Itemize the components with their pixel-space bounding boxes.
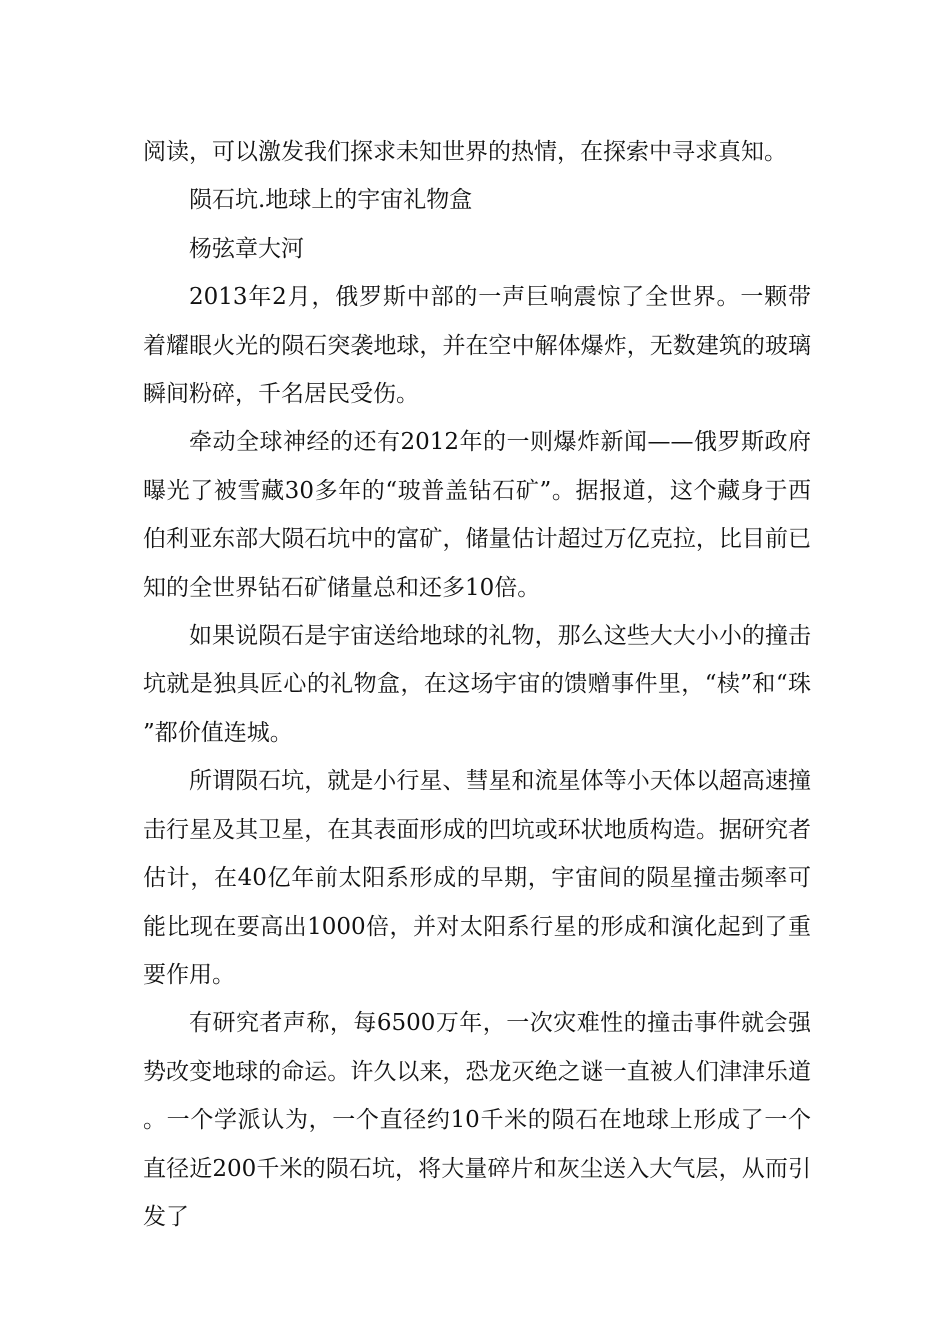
paragraph-crater-definition: 所谓陨石坑，就是小行星、彗星和流星体等小天体以超高速撞击行星及其卫星，在其表面形成的凹坑或环状地质构造。据研究者估计，在40亿年前太阳系形成的早期，宇宙间的陨星撞击频率可能比现在要高出1000倍，并对太阳系行星的形成和演化起到了重要作用。 xyxy=(143,768,811,988)
paragraph-extinction: 有研究者声称，每6500万年，一次灾难性的撞击事件就会强势改变地球的命运。许久以来，恐龙灭绝之谜一直被人们津津乐道。一个学派认为，一个直径约10千米的陨石在地球上形成了一个直径近200千米的陨石坑，将大量碎片和灰尘送入大气层，从而引发了 xyxy=(143,1010,811,1230)
paragraph-gift-box: 如果说陨石是宇宙送给地球的礼物，那么这些大大小小的撞击坑就是独具匠心的礼物盒，在这场宇宙的馈赠事件里，“椟”和“珠”都价值连城。 xyxy=(143,623,811,746)
article-body xyxy=(143,128,811,1241)
paragraph-diamond-mine: 牵动全球神经的还有2012年的一则爆炸新闻——俄罗斯政府曝光了被雪藏30多年的“玻普盖钻石矿”。据报道，这个藏身于西伯利亚东部大陨石坑中的富矿，储量估计超过万亿克拉，比目前已知的全世界钻石矿储量总和还多10倍。 xyxy=(143,429,811,601)
paragraph-meteor-event: 2013年2月，俄罗斯中部的一声巨响震惊了全世界。一颗带着耀眼火光的陨石突袭地球，并在空中解体爆炸，无数建筑的玻璃瞬间粉碎，千名居民受伤。 xyxy=(143,284,811,408)
article-author: 杨弦章大河 xyxy=(189,235,304,262)
intro-continuation-paragraph: 阅读，可以激发我们探求未知世界的热情，在探索中寻求真知。 xyxy=(143,139,787,165)
article-title: 陨石坑.地球上的宇宙礼物盒 xyxy=(189,187,473,214)
